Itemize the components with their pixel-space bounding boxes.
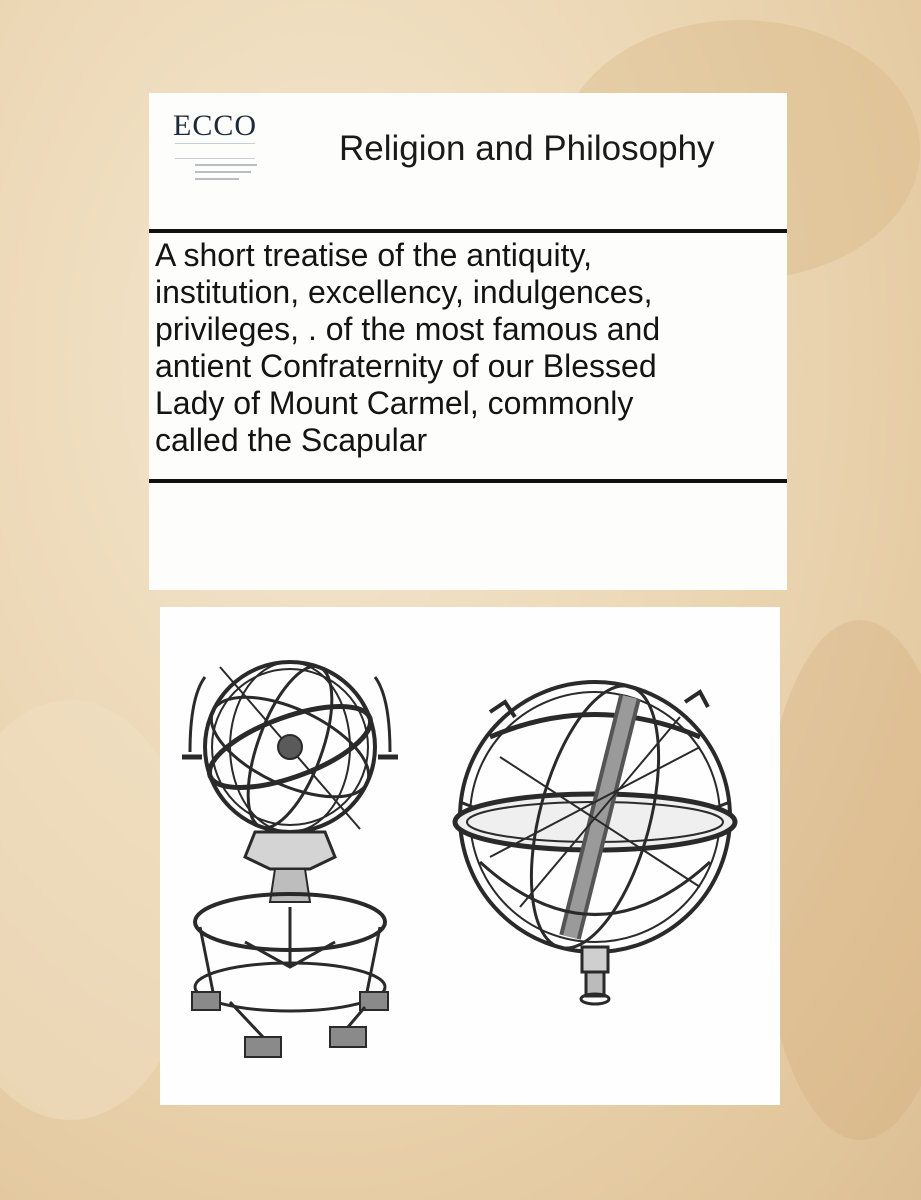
paper-stain: [760, 620, 921, 1140]
bottom-rule: [149, 479, 787, 483]
title-line: Lady of Mount Carmel, commonly: [155, 385, 634, 421]
series-title: Religion and Philosophy: [339, 129, 715, 168]
title-line: antient Confraternity of our Blessed: [155, 348, 657, 384]
title-line: called the Scapular: [155, 422, 428, 458]
armillary-spheres-illustration: [160, 607, 780, 1105]
logo-reflection: [175, 143, 255, 159]
title-line: privileges, . of the most famous and: [155, 311, 661, 347]
title-line: institution, excellency, indulgences,: [155, 274, 653, 310]
logo-imprint-lines: [195, 164, 263, 180]
title-line: A short treatise of the antiquity,: [155, 237, 592, 273]
cutaway-celestial-globe: [455, 672, 735, 1004]
cover-top-panel: [149, 93, 787, 590]
cover-illustration-panel: [160, 607, 780, 1105]
ecco-logo-letters: ECCO: [173, 109, 258, 142]
ecco-logo: [167, 111, 263, 215]
armillary-sphere-on-stand: [182, 656, 398, 1057]
book-title: [155, 237, 785, 459]
top-rule: [149, 229, 787, 233]
